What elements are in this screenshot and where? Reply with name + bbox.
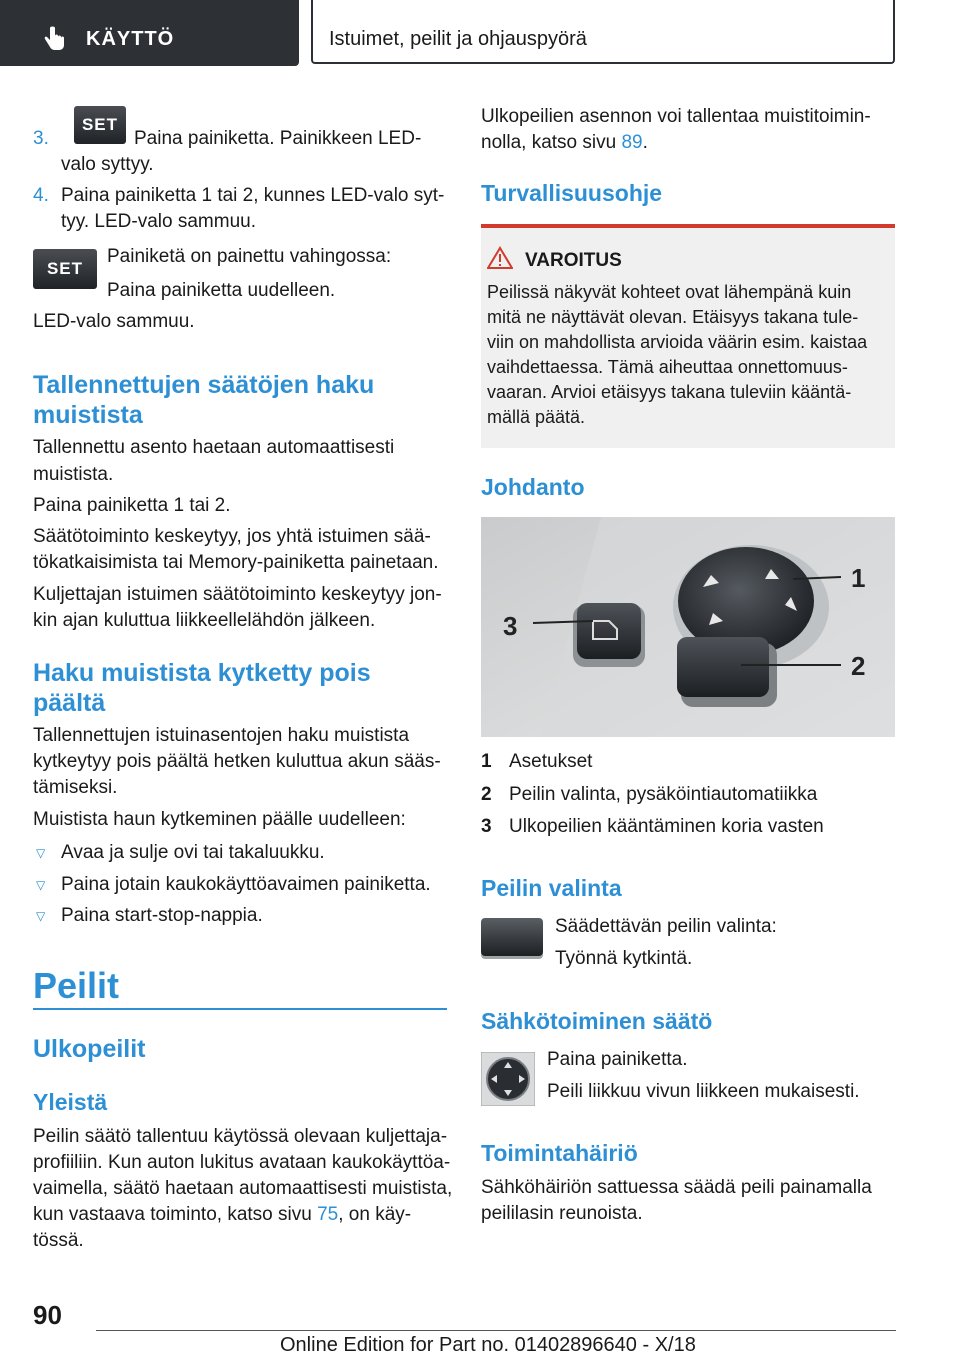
paragraph: tämiseksi. (33, 777, 118, 798)
paragraph: Paina painiketta. (547, 1049, 688, 1070)
callout-number: 2 (851, 651, 866, 681)
bullet-text: Paina jotain kaukokäyttöavaimen painiketta. (61, 874, 431, 895)
callout-number: 3 (503, 611, 518, 641)
page-link[interactable]: 89 (621, 132, 643, 153)
paragraph: tökatkaisimista tai Memory-painiketta painetaan. (33, 552, 439, 573)
paragraph: Säätötoiminto keskeytyy, jos yhtä istuimen sää- (33, 526, 431, 547)
bullet-triangle-icon: ▽ (36, 878, 46, 892)
section-heading: Turvallisuusohje (481, 180, 663, 206)
legend-text: Ulkopeilien kääntäminen koria vasten (509, 816, 824, 837)
section-heading: Haku muistista kytketty pois päältä (33, 659, 371, 717)
paragraph: muistista. (33, 464, 114, 485)
paragraph: Säädettävän peilin valinta: (555, 916, 777, 937)
chapter-heading: Peilit (33, 965, 120, 1006)
section-heading: Ulkopeilit (33, 1035, 146, 1063)
subsection-heading: Yleistä (33, 1089, 108, 1115)
paragraph: Sähköhäiriön sattuessa säädä peili painamalla (481, 1177, 872, 1198)
paragraph: nolla, katso sivu 89. (481, 132, 648, 153)
footer-rule (96, 1330, 896, 1331)
footer-edition: Online Edition for Part no. 01402896640 - X/18 (280, 1334, 696, 1356)
paragraph: Paina painiketta 1 tai 2. (33, 495, 231, 516)
warning-text: Peilissä näkyvät kohteet ovat lähempänä kuin mitä ne näyttävät olevan. Etäisyys takana tule- viin on mahdollista arvioida väärin esim. kaistaa vaihdettaessa. Tämä aiheuttaa onnettomuus- vaaran. Arvioi etäisyys takana tuleviin kääntä- mällä päätä. (487, 282, 868, 427)
section-heading: Johdanto (481, 474, 585, 500)
header-section-tab (0, 0, 299, 66)
chapter-title: Istuimet, peilit ja ohjauspyörä (329, 28, 587, 50)
section-heading: Tallennettujen säätöjen haku muistista (33, 371, 375, 429)
heading-rule (33, 1008, 447, 1010)
step-text: Paina painiketta 1 tai 2, kunnes LED-valo syt- (61, 185, 445, 206)
paragraph: Kuljettajan istuimen säätötoiminto keskeytyy jon- (33, 584, 442, 605)
section-label: KÄYTTÖ (86, 28, 175, 50)
subsection-heading: Sähkötoiminen säätö (481, 1008, 713, 1034)
callout-number: 1 (851, 563, 866, 593)
paragraph: Tallennettujen istuinasentojen haku muistista (33, 725, 410, 746)
note-text: Painiketä on painettu vahingossa: (107, 246, 392, 267)
paragraph: kin ajan kuluttua liikkeellelähdön jälkeen. (33, 610, 376, 631)
warning-triangle-icon (487, 246, 513, 270)
paragraph: profiiliin. Kun auton lukitus avataan kaukokäyttöa- (33, 1152, 451, 1173)
step-text: tyy. LED-valo sammuu. (61, 211, 256, 232)
paragraph: Ulkopeilien asennon voi tallentaa muistitoimin- (481, 106, 871, 127)
subsection-heading: Toimintahäiriö (481, 1140, 638, 1166)
legend-number: 1 (481, 751, 492, 772)
legend-text: Peilin valinta, pysäköintiautomatiikka (509, 784, 818, 805)
legend-number: 3 (481, 816, 492, 837)
paragraph: Tallennettu asento haetaan automaattisesti (33, 437, 395, 458)
bullet-triangle-icon: ▽ (36, 846, 46, 860)
step-number: 4. (33, 185, 49, 206)
hand-icon (42, 26, 66, 52)
mirror-select-switch-image (481, 918, 543, 956)
header-chapter-tab (311, 0, 895, 64)
mirror-controls-photo (481, 517, 895, 737)
warning-title: VAROITUS (525, 250, 622, 271)
legend-number: 2 (481, 784, 492, 805)
bullet-text: Avaa ja sulje ovi tai takaluukku. (61, 842, 325, 863)
paragraph: kytkeytyy pois päältä hetken kuluttua akun sääs- (33, 751, 441, 772)
paragraph: Muistista haun kytkeminen päälle uudelleen: (33, 809, 406, 830)
paragraph: Työnnä kytkintä. (555, 948, 693, 969)
page-link[interactable]: 75 (317, 1204, 339, 1225)
paragraph: tössä. (33, 1230, 84, 1251)
bullet-text: Paina start-stop-nappia. (61, 905, 263, 926)
legend-text: Asetukset (509, 751, 593, 772)
paragraph: peililasin reunoista. (481, 1203, 643, 1224)
set-button-image: SET (74, 106, 126, 144)
paragraph: kun vastaava toiminto, katso sivu 75, on käy- (33, 1204, 412, 1225)
note-text: LED-valo sammuu. (33, 311, 195, 332)
paragraph: Peili liikkuu vivun liikkeen mukaisesti. (547, 1081, 860, 1102)
warning-box (481, 224, 895, 448)
paragraph: Peilin säätö tallentuu käytössä olevaan kuljettaja- (33, 1126, 448, 1147)
step-text: valo syttyy. (61, 154, 154, 175)
step-text: Paina painiketta. Painikkeen LED- (134, 128, 422, 149)
set-button-image: SET (33, 249, 97, 289)
page-number: 90 (33, 1300, 62, 1330)
bullet-triangle-icon: ▽ (36, 909, 46, 923)
subsection-heading: Peilin valinta (481, 875, 622, 901)
mirror-adjust-knob-image (481, 1052, 535, 1106)
paragraph: vaimella, säätö haetaan automaattisesti muistista, (33, 1178, 453, 1199)
note-text: Paina painiketta uudelleen. (107, 280, 336, 301)
step-number: 3. (33, 128, 49, 149)
